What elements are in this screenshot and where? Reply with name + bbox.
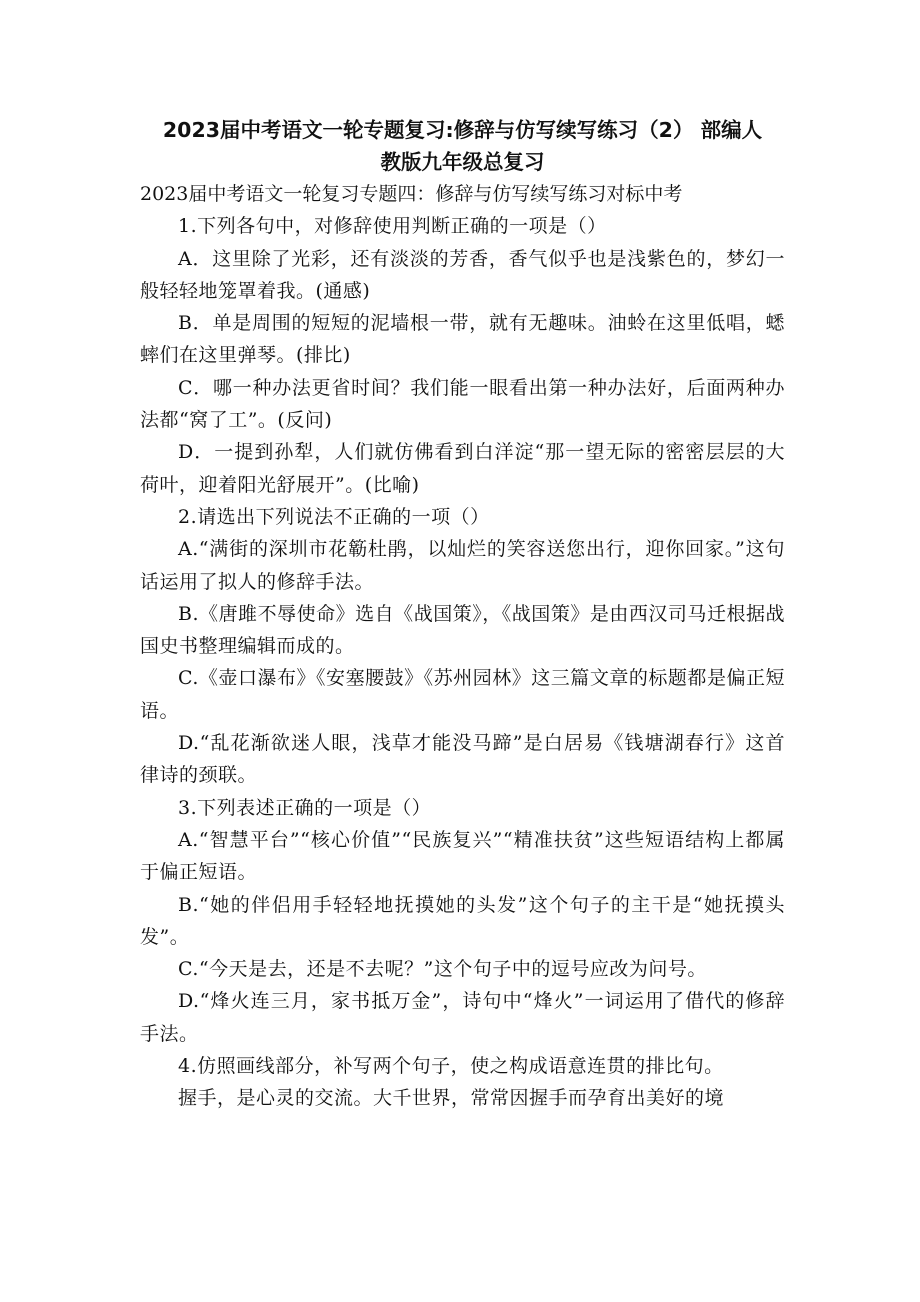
question-2-option-a: A.“满街的深圳市花簕杜鹃，以灿烂的笑容送您出行，迎你回家。”这句话运用了拟人的修辞手法。 xyxy=(140,538,785,593)
question-1-option-b: B．单是周围的短短的泥墙根一带，就有无趣味。油蛉在这里低唱，蟋蟀们在这里弹琴。(排比) xyxy=(140,312,785,367)
question-2-option-c: C.《壶口瀑布》《安塞腰鼓》《苏州园林》这三篇文章的标题都是偏正短语。 xyxy=(140,667,785,722)
document-body xyxy=(140,178,785,1115)
question-1-option-a: A．这里除了光彩，还有淡淡的芳香，香气似乎也是浅紫色的，梦幻一般轻轻地笼罩着我。(通感) xyxy=(140,247,785,302)
document-page xyxy=(140,114,785,1115)
question-4-stem: 4.仿照画线部分，补写两个句子，使之构成语意连贯的排比句。 xyxy=(178,1055,724,1078)
question-1-option-c: C．哪一种办法更省时间？我们能一眼看出第一种办法好，后面两种办法都“窝了工”。(反问) xyxy=(140,376,785,432)
document-title-line-1: 2023届中考语文一轮专题复习:修辞与仿写续写练习（2） 部编人 xyxy=(162,118,763,142)
question-2-stem: 2.请选出下列说法不正确的一项（） xyxy=(178,505,490,528)
question-1-stem: 1.下列各句中，对修辞使用判断正确的一项是（） xyxy=(178,215,607,238)
question-2-option-b: B.《唐雎不辱使命》选自《战国策》，《战国策》是由西汉司马迁根据战国史书整理编辑而成的。 xyxy=(140,602,785,658)
question-2-option-d: D.“乱花渐欲迷人眼，浅草才能没马蹄”是白居易《钱塘湖春行》这首律诗的颈联。 xyxy=(140,732,785,787)
question-3-option-b: B.“她的伴侣用手轻轻地抚摸她的头发”这个句子的主干是“她抚摸头发”。 xyxy=(140,893,785,948)
question-3-option-d: D.“烽火连三月，家书抵万金”，诗句中“烽火”一词运用了借代的修辞手法。 xyxy=(140,990,785,1045)
question-1-option-d: D．一提到孙犁，人们就仿佛看到白洋淀“那一望无际的密密层层的大荷叶，迎着阳光舒展开”。(比喻) xyxy=(140,441,785,496)
question-3-stem: 3.下列表述正确的一项是（） xyxy=(178,796,432,819)
question-3-option-a: A.“智慧平台”“核心价值”“民族复兴”“精准扶贫”这些短语结构上都属于偏正短语。 xyxy=(140,828,785,884)
document-subtitle: 2023届中考语文一轮复习专题四：修辞与仿写续写练习对标中考 xyxy=(140,183,683,205)
question-3-option-c: C.“今天是去，还是不去呢？”这个句子中的逗号应改为问号。 xyxy=(178,958,707,981)
document-title-line-2: 教版九年级总复习 xyxy=(380,150,545,174)
question-4-prompt: 握手，是心灵的交流。大千世界，常常因握手而孕育出美好的境 xyxy=(178,1087,725,1110)
